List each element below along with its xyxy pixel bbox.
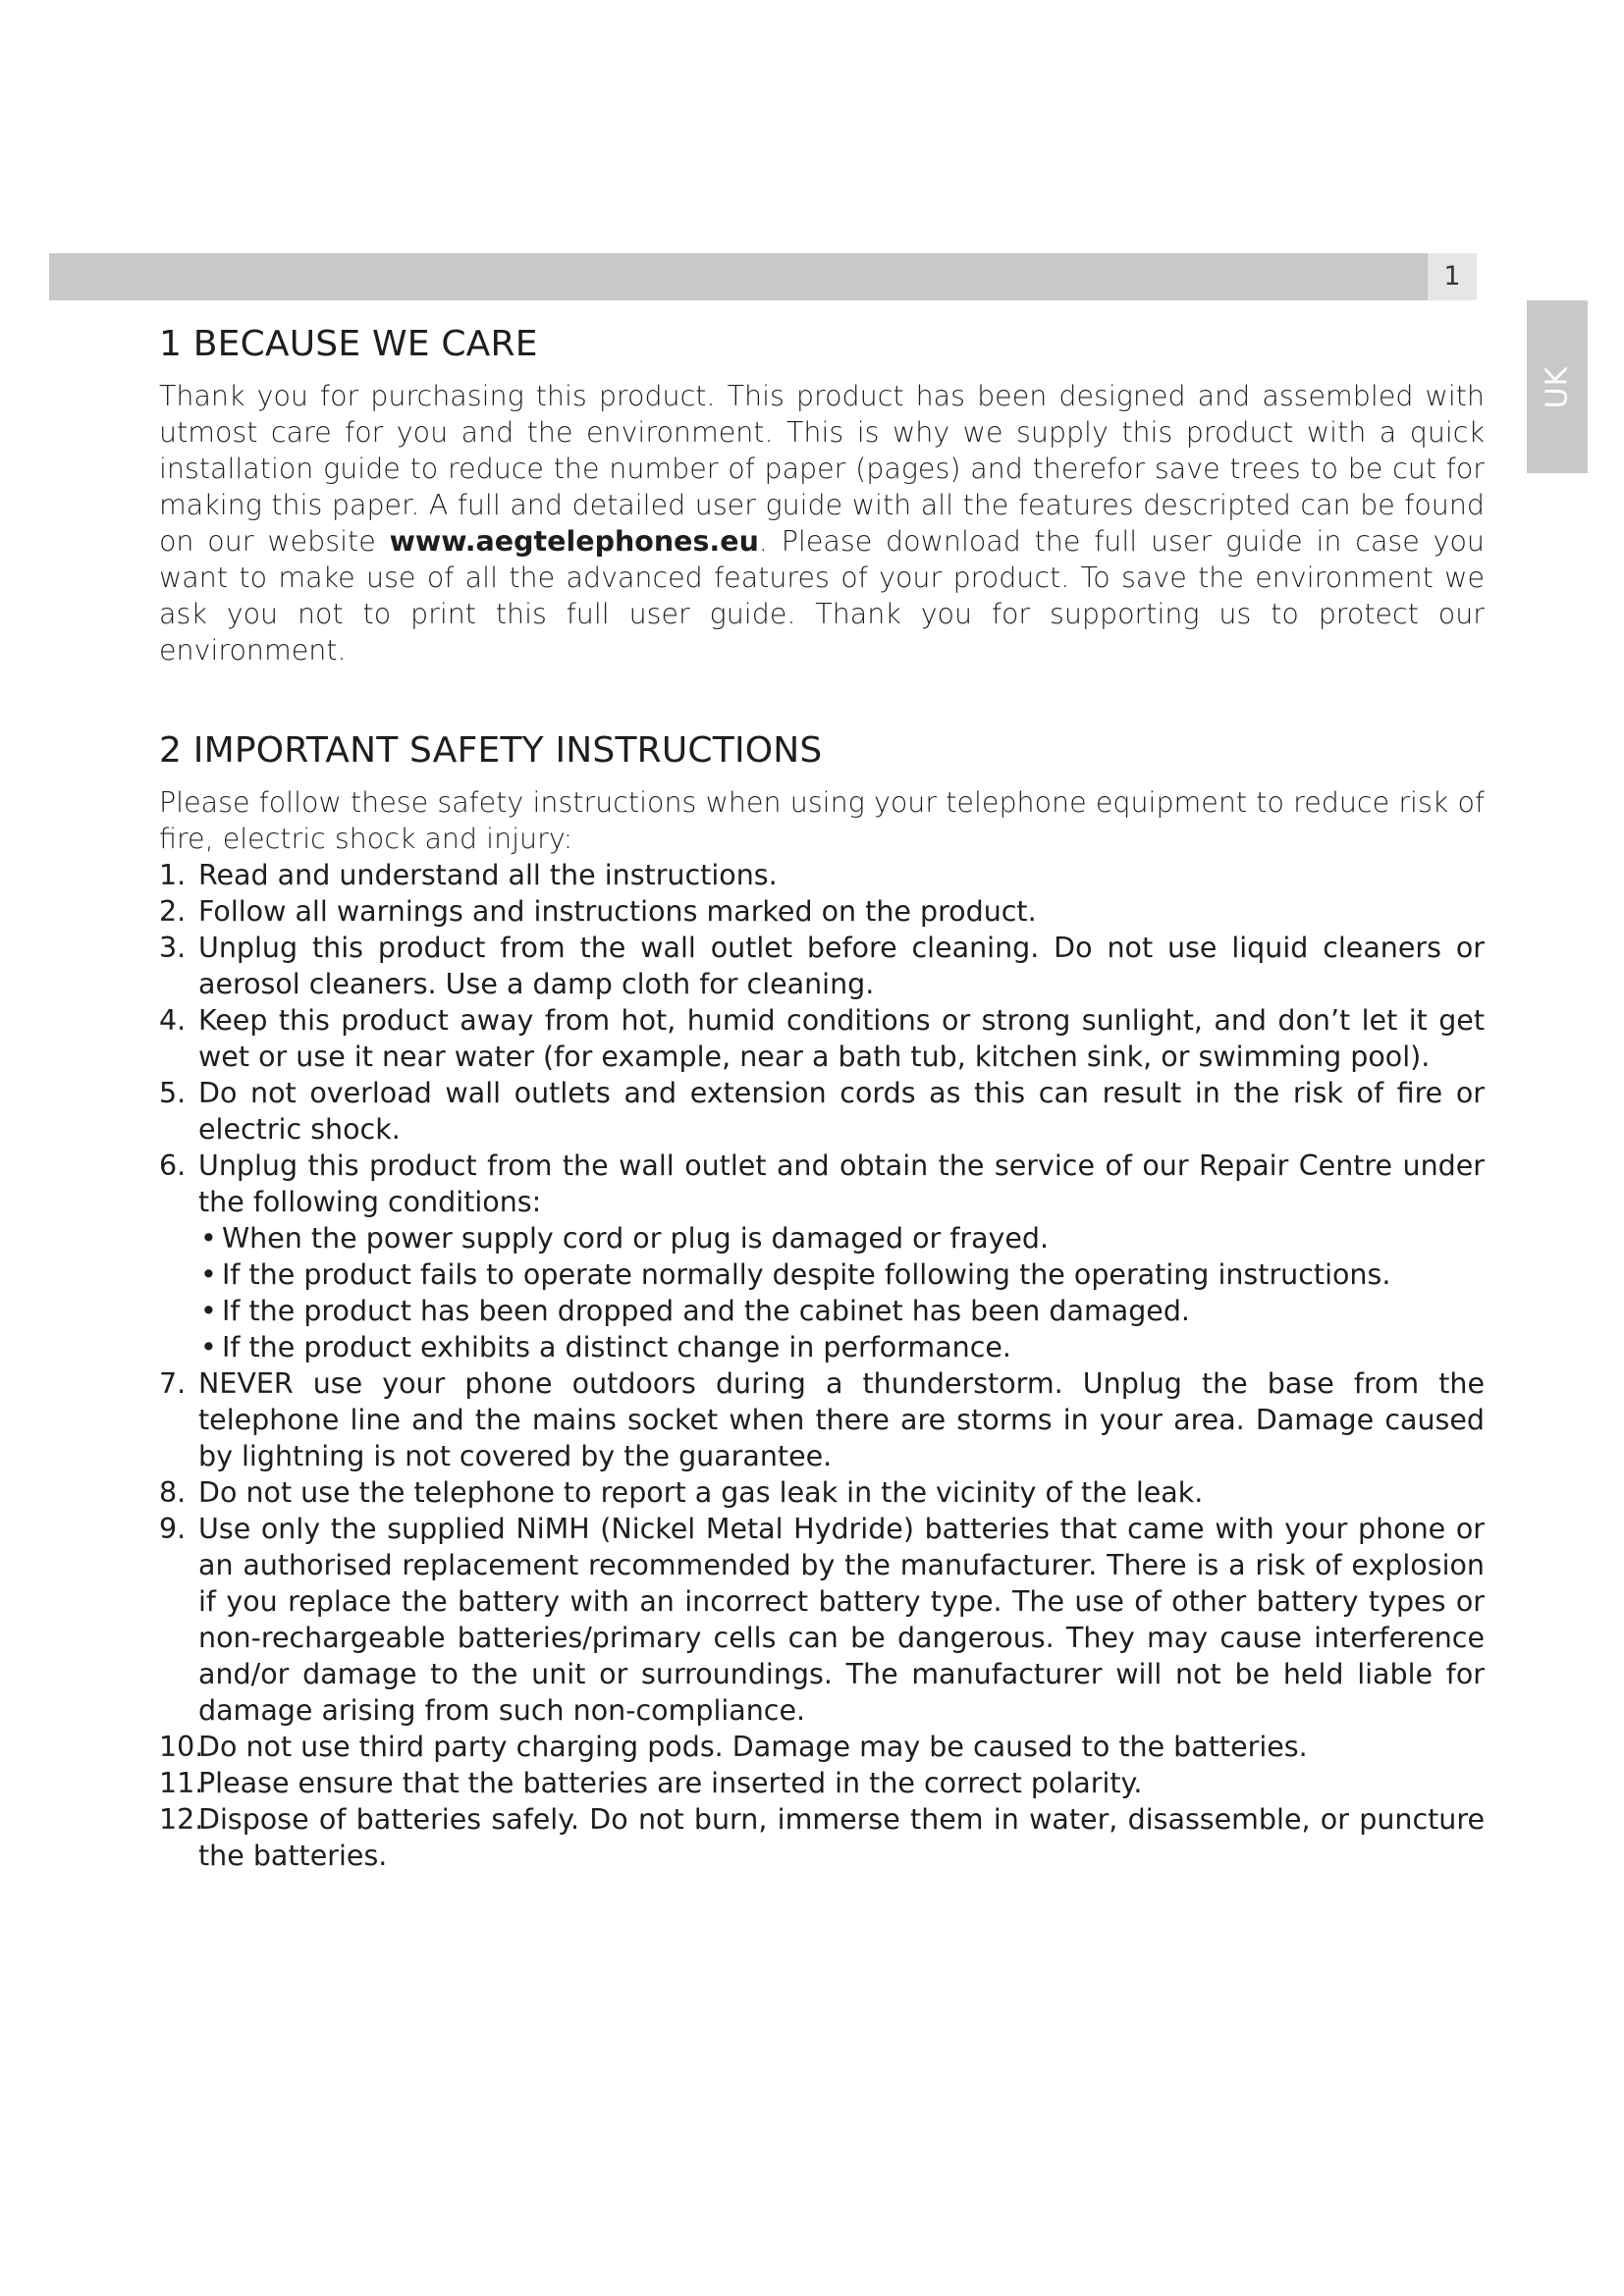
item-number: 12. bbox=[159, 1803, 204, 1836]
item-number: 1. bbox=[159, 859, 187, 891]
section1-heading: 1 BECAUSE WE CARE bbox=[159, 324, 538, 364]
list-item bbox=[159, 1729, 1485, 1765]
item-text: Unplug this product from the wall outlet before cleaning. Do not use liquid cleaners or aerosol cleaners. Use a damp cloth for cleaning. bbox=[198, 932, 1485, 1000]
section1-text-before-link: Thank you for purchasing this product. This product has been designed and assembled with utmost care for you and the environment. This is why we supply this product with a quick installation guide to reduce the number of paper (pages) and therefor save trees to be cut for making this paper. A full and detailed user guide with all the features descripted can be found on our website bbox=[159, 380, 1485, 558]
item-text: Dispose of batteries safely. Do not burn, immerse them in water, disassemble, or puncture the batteries. bbox=[198, 1803, 1485, 1872]
list-item bbox=[159, 1002, 1485, 1075]
bullet-item: • When the power supply cord or plug is damaged or frayed. bbox=[198, 1220, 1485, 1256]
list-item bbox=[159, 857, 1485, 893]
bullet-item: • If the product has been dropped and the cabinet has been damaged. bbox=[198, 1293, 1485, 1329]
list-item bbox=[159, 1474, 1485, 1511]
item-text: Keep this product away from hot, humid conditions or strong sunlight, and don’t let it get wet or use it near water (for example, near a bath tub, kitchen sink, or swimming pool). bbox=[198, 1004, 1485, 1073]
item-text: Do not overload wall outlets and extension cords as this can result in the risk of fire or electric shock. bbox=[198, 1077, 1485, 1146]
item-text: Please ensure that the batteries are inserted in the correct polarity. bbox=[198, 1767, 1143, 1799]
item-number: 6. bbox=[159, 1149, 187, 1182]
conditions-bullet-list bbox=[198, 1220, 1485, 1365]
header-bar bbox=[49, 253, 1473, 300]
item-number: 4. bbox=[159, 1004, 187, 1037]
section-because-we-care bbox=[159, 321, 1485, 668]
safety-instructions-list bbox=[159, 857, 1485, 1874]
website-link[interactable]: www.aegtelephones.eu bbox=[389, 525, 759, 558]
item-number: 2. bbox=[159, 895, 187, 928]
item-text: Do not use third party charging pods. Damage may be caused to the batteries. bbox=[198, 1731, 1308, 1763]
list-item bbox=[159, 1365, 1485, 1474]
language-tab-label: UK bbox=[1540, 365, 1575, 408]
item-number: 3. bbox=[159, 932, 187, 964]
item-text: Read and understand all the instructions. bbox=[198, 859, 778, 891]
item-number: 8. bbox=[159, 1476, 187, 1509]
item-number: 11. bbox=[159, 1767, 204, 1799]
page-number: 1 bbox=[1428, 253, 1477, 300]
language-tab bbox=[1527, 300, 1588, 473]
section-safety-instructions bbox=[159, 727, 1485, 1874]
item-number: 9. bbox=[159, 1513, 187, 1545]
item-text: Follow all warnings and instructions marked on the product. bbox=[198, 895, 1037, 928]
item-number: 5. bbox=[159, 1077, 187, 1109]
list-item bbox=[159, 1148, 1485, 1365]
item-text: Use only the supplied NiMH (Nickel Metal Hydride) batteries that came with your phone or an authorised replacement recommended by the manufacturer. There is a risk of explosion if you replace the battery with an incorrect battery type. The use of other battery types or non-rechargeable batteries/primary cells can be dangerous. They may cause interference and/or damage to the unit or surroundings. The manufacturer will not be held liable for damage arising from such non-compliance. bbox=[198, 1513, 1485, 1727]
page-content bbox=[159, 321, 1485, 1874]
item-number: 7. bbox=[159, 1367, 187, 1400]
section1-text-after-link: . Please download the full user guide in case you want to make use of all the advanced features of your product. To save the environment we ask you not to print this full user guide. Thank you for supporting us to protect our environment. bbox=[159, 525, 1485, 667]
item-text: Unplug this product from the wall outlet and obtain the service of our Repair Centre under the following conditions: bbox=[198, 1149, 1485, 1218]
list-item bbox=[159, 893, 1485, 930]
item-text: Do not use the telephone to report a gas leak in the vicinity of the leak. bbox=[198, 1476, 1204, 1509]
list-item bbox=[159, 1765, 1485, 1801]
list-item bbox=[159, 1075, 1485, 1148]
item-number: 10. bbox=[159, 1731, 204, 1763]
section1-paragraph bbox=[159, 378, 1485, 668]
item-text: NEVER use your phone outdoors during a thunderstorm. Unplug the base from the telephone line and the mains socket when there are storms in your area. Damage caused by lightning is not covered by the guarantee. bbox=[198, 1367, 1485, 1472]
bullet-item: • If the product fails to operate normally despite following the operating instructions. bbox=[198, 1256, 1485, 1293]
section2-intro: Please follow these safety instructions when using your telephone equipment to reduce risk of fire, electric shock and injury: bbox=[159, 786, 1485, 855]
bullet-item: • If the product exhibits a distinct change in performance. bbox=[198, 1329, 1485, 1365]
list-item bbox=[159, 930, 1485, 1002]
list-item bbox=[159, 1801, 1485, 1874]
list-item bbox=[159, 1511, 1485, 1729]
section2-heading: 2 IMPORTANT SAFETY INSTRUCTIONS bbox=[159, 730, 823, 771]
